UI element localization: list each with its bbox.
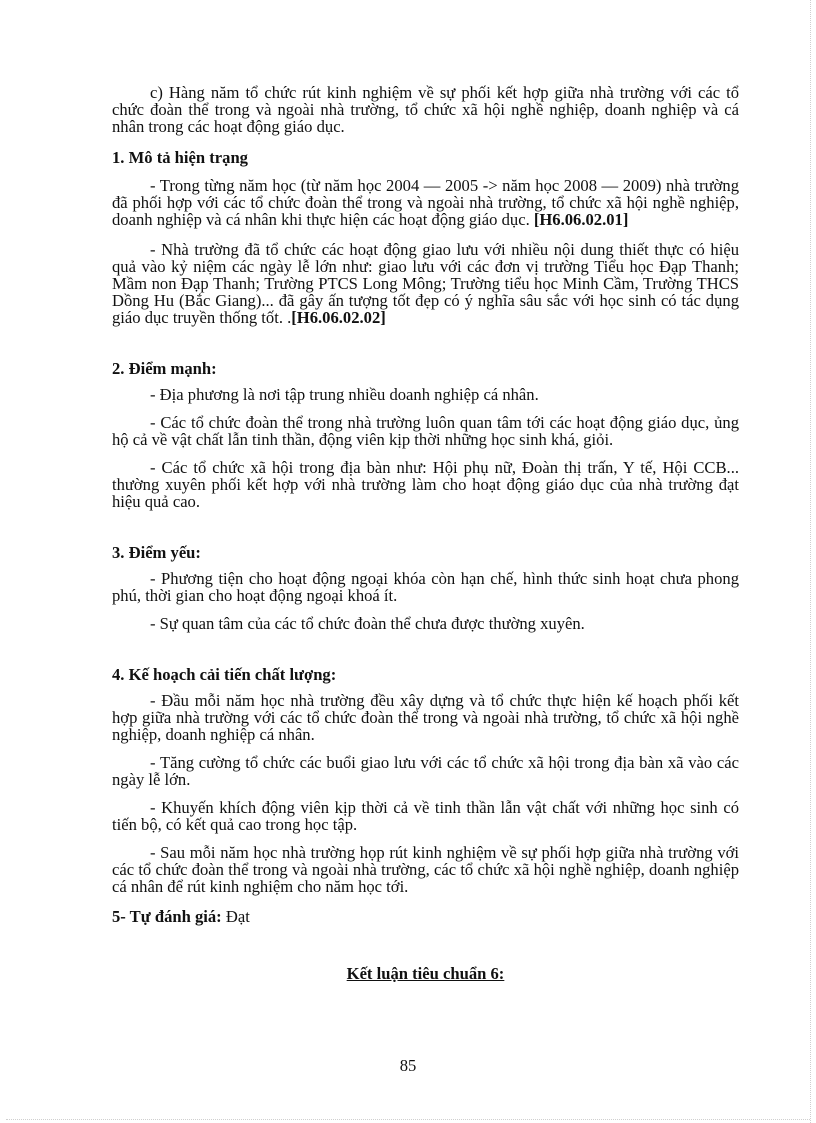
section-1-heading: 1. Mô tả hiện trạng <box>112 148 248 167</box>
section-2-paragraph-2: - Các tổ chức đoàn thể trong nhà trường luôn quan tâm tới các hoạt động giáo dục, ủng hộ cả về vật chất lẫn tinh thần, động viên kịp thời những học sinh khá, giỏi. <box>112 413 739 449</box>
evidence-ref-2: [H6.06.02.02] <box>291 308 386 327</box>
section-3-paragraph-2: - Sự quan tâm của các tổ chức đoàn thể chưa được thường xuyên. <box>150 614 585 633</box>
self-assessment-value: Đạt <box>225 907 250 926</box>
section-1-paragraph-2-text: - Nhà trường đã tổ chức các hoạt động giao lưu với nhiều nội dung thiết thực có hiệu quả vào kỷ niệm các ngày lễ lớn như: giao lưu với các đơn vị trường Tiểu học Đạp Thanh; Mầm non Đạp Thanh; Trường PTCS Long Mông; Trường tiểu học Minh Cầm, Trường THCS Dồng Hu (Bắc Giang)... đã gây ấn tượng tốt đẹp có ý nghĩa sâu sắc với học sinh có tác dụng giáo dục truyền thống tốt. . <box>112 240 739 327</box>
section-4-heading: 4. Kế hoạch cải tiến chất lượng: <box>112 665 337 684</box>
page-number: 85 <box>399 1056 417 1075</box>
self-assessment <box>112 908 739 926</box>
section-3-heading: 3. Điểm yếu: <box>112 543 201 562</box>
section-1-paragraph-1-text: - Trong từng năm học (từ năm học 2004 — 2005 -> năm học 2008 — 2009) nhà trường đã phối hợp với các tổ chức đoàn thể trong và ngoài nhà trường, tổ chức xã hội nghề nghiệp, doanh nghiệp và cá nhân khi thực hiện các hoạt động giáo dục. <box>112 176 739 229</box>
section-4-paragraph-3: - Khuyến khích động viên kịp thời cả về tinh thần lẫn vật chất với những học sinh có tiến bộ, có kết quả cao trong học tập. <box>112 798 739 834</box>
page-edge-bottom <box>6 1119 810 1120</box>
section-1-paragraph-2 <box>112 241 739 326</box>
conclusion-heading: Kết luận tiêu chuẩn 6: <box>346 964 505 983</box>
intro-paragraph: c) Hàng năm tổ chức rút kinh nghiệm về sự phối kết hợp giữa nhà trường với các tổ chức đoàn thể trong và ngoài nhà trường, tổ chức xã hội nghề nghiệp, doanh nghiệp và cá nhân trong các hoạt động giáo dục. <box>112 83 739 136</box>
self-assessment-label: 5- Tự đánh giá: <box>112 907 222 926</box>
section-2-paragraph-3: - Các tổ chức xã hội trong địa bàn như: Hội phụ nữ, Đoàn thị trấn, Y tế, Hội CCB... thường xuyên phối kết hợp với nhà trường làm cho hoạt động giáo dục của nhà trường đạt hiệu quả cao. <box>112 458 739 511</box>
evidence-ref-1: [H6.06.02.01] <box>533 210 629 229</box>
page-edge-right <box>810 0 811 1123</box>
section-3-paragraph-1: - Phương tiện cho hoạt động ngoại khóa còn hạn chế, hình thức sinh hoạt chưa phong phú, thời gian cho hoạt động ngoại khoá ít. <box>112 569 739 605</box>
section-4-paragraph-2: - Tăng cường tổ chức các buổi giao lưu với các tổ chức xã hội trong địa bàn xã vào các ngày lễ lớn. <box>112 753 739 789</box>
section-4-paragraph-1: - Đầu mỗi năm học nhà trường đều xây dựng và tổ chức thực hiện kế hoạch phối kết hợp giữa nhà trường với các tổ chức đoàn thể trong và ngoài nhà trường, tổ chức xã hội nghề nghiệp, doanh nghiệp cá nhân. <box>112 691 739 744</box>
section-4-paragraph-4: - Sau mỗi năm học nhà trường họp rút kinh nghiệm về sự phối hợp giữa nhà trường với các tổ chức đoàn thể trong và ngoài nhà trường, các tổ chức xã hội nghề nghiệp, doanh nghiệp cá nhân để rút kinh nghiệm cho năm học tới. <box>112 843 739 896</box>
section-2-heading: 2. Điểm mạnh: <box>112 359 217 378</box>
section-2-paragraph-1: - Địa phương là nơi tập trung nhiều doanh nghiệp cá nhân. <box>150 385 539 404</box>
section-1-paragraph-1 <box>112 177 739 228</box>
document-body <box>112 84 739 984</box>
